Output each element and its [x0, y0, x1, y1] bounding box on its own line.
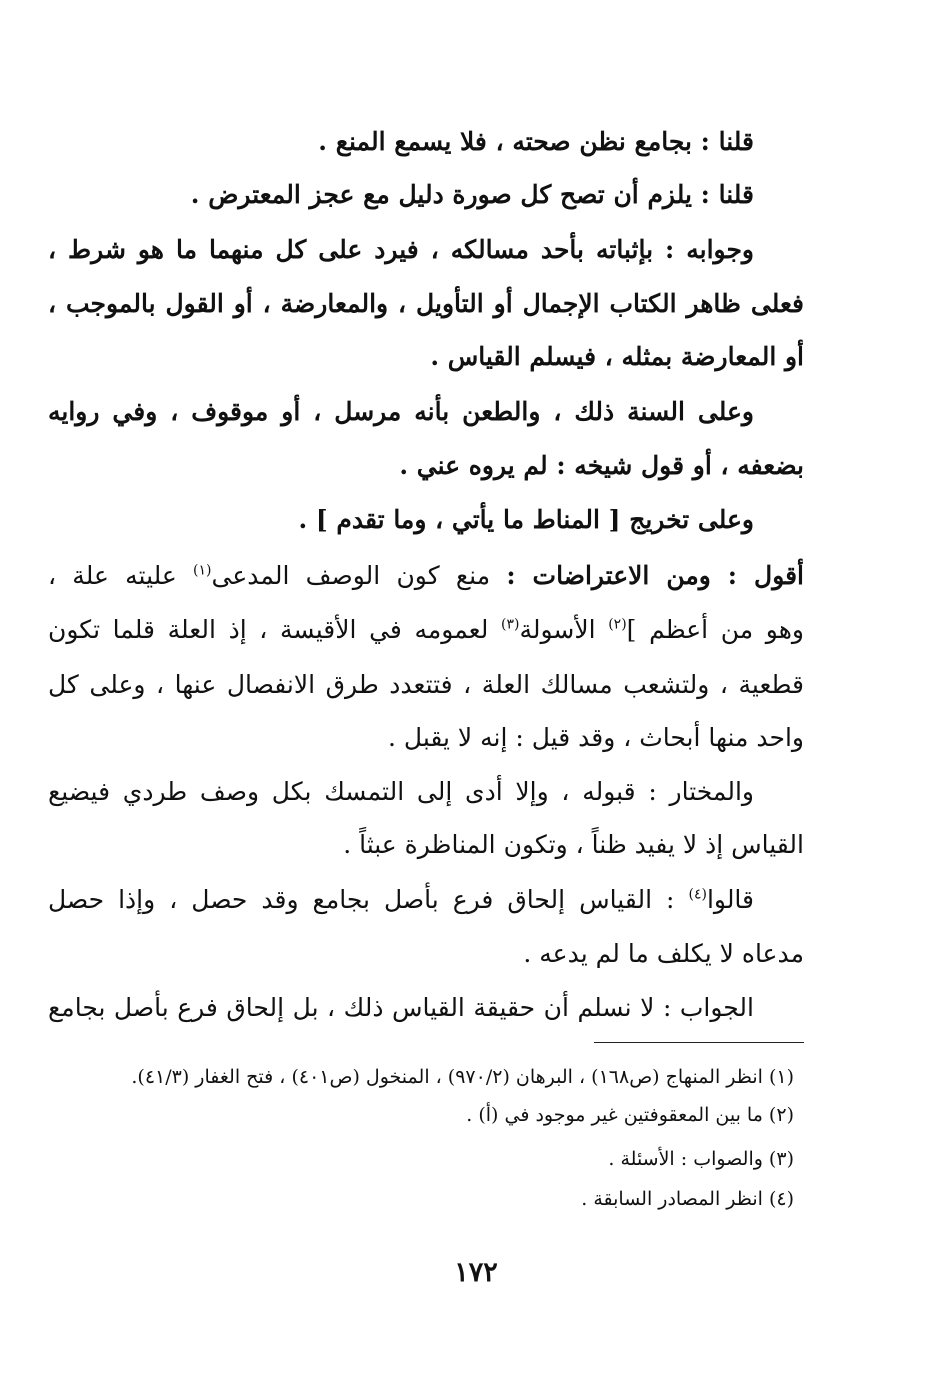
text-span: وهو من أعظم ]	[626, 615, 804, 644]
text-line	[48, 880, 754, 922]
footnote-ref: (٣)	[501, 616, 520, 633]
text-line: القياس إذ لا يفيد ظناً ، وتكون المناظرة عبثاً .	[343, 830, 804, 859]
footnote: (٤) انظر المصادر السابقة .	[581, 1188, 794, 1210]
text-span: منع كون الوصف المدعى	[211, 561, 507, 590]
page-number: ١٧٢	[454, 1257, 498, 1288]
text-line: وعلى تخريج [ المناط ما يأتي ، وما تقدم ] .	[298, 505, 754, 534]
text-line: الجواب : لا نسلم أن حقيقة القياس ذلك ، بل إلحاق فرع بأصل بجامع	[48, 993, 754, 1022]
footnote-ref: (١)	[193, 562, 212, 579]
footnote: (٣) والصواب : الأسئلة .	[608, 1148, 794, 1170]
section-lead: أقول : ومن الاعتراضات :	[506, 561, 804, 590]
text-line: وجوابه : بإثباته بأحد مسالكه ، فيرد على كل منهما ما هو شرط ،	[48, 235, 754, 264]
text-line: بضعفه ، أو قول شيخه : لم يروه عني .	[399, 451, 804, 480]
text-line: مدعاه لا يكلف ما لم يدعه .	[523, 939, 804, 968]
text-line: والمختار : قبوله ، وإلا أدى إلى التمسك بكل وصف طردي فيضيع	[48, 777, 754, 806]
text-line: وعلى السنة ذلك ، والطعن بأنه مرسل ، أو موقوف ، وفي روايه	[48, 397, 754, 426]
footnote-ref: (٢)	[608, 616, 627, 633]
text-line: قطعية ، ولتشعب مسالك العلة ، فتتعدد طرق الانفصال عنها ، وعلى كل	[48, 670, 804, 699]
text-line	[48, 556, 804, 598]
text-line: أو المعارضة بمثله ، فيسلم القياس .	[430, 342, 804, 371]
text-span: قالوا	[706, 885, 754, 914]
text-line: فعلى ظاهر الكتاب الإجمال أو التأويل ، والمعارضة ، أو القول بالموجب ،	[48, 289, 804, 318]
text-line: قلنا : بجامع نظن صحته ، فلا يسمع المنع .	[318, 127, 754, 156]
text-line: قلنا : يلزم أن تصح كل صورة دليل مع عجز المعترض .	[190, 180, 754, 209]
text-span: عليته علة ،	[48, 561, 194, 590]
text-span: الأسولة	[519, 615, 609, 644]
footnote-ref: (٤)	[688, 886, 707, 903]
text-span: لعمومه في الأقيسة ، إذ العلة قلما تكون	[48, 615, 501, 644]
footnote: (١) انظر المنهاج (ص١٦٨) ، البرهان (٩٧٠/٢) ، المنخول (ص٤٠١) ، فتح الغفار (٤١/٣).	[131, 1066, 794, 1088]
text-span: : القياس إلحاق فرع بأصل بجامع وقد حصل ، وإذا حصل	[48, 885, 689, 914]
text-line: واحد منها أبحاث ، وقد قيل : إنه لا يقبل .	[388, 723, 804, 752]
footnote: (٢) ما بين المعقوفتين غير موجود في (أ) .	[466, 1104, 794, 1126]
text-line	[48, 610, 804, 652]
footnote-divider	[594, 1042, 804, 1043]
